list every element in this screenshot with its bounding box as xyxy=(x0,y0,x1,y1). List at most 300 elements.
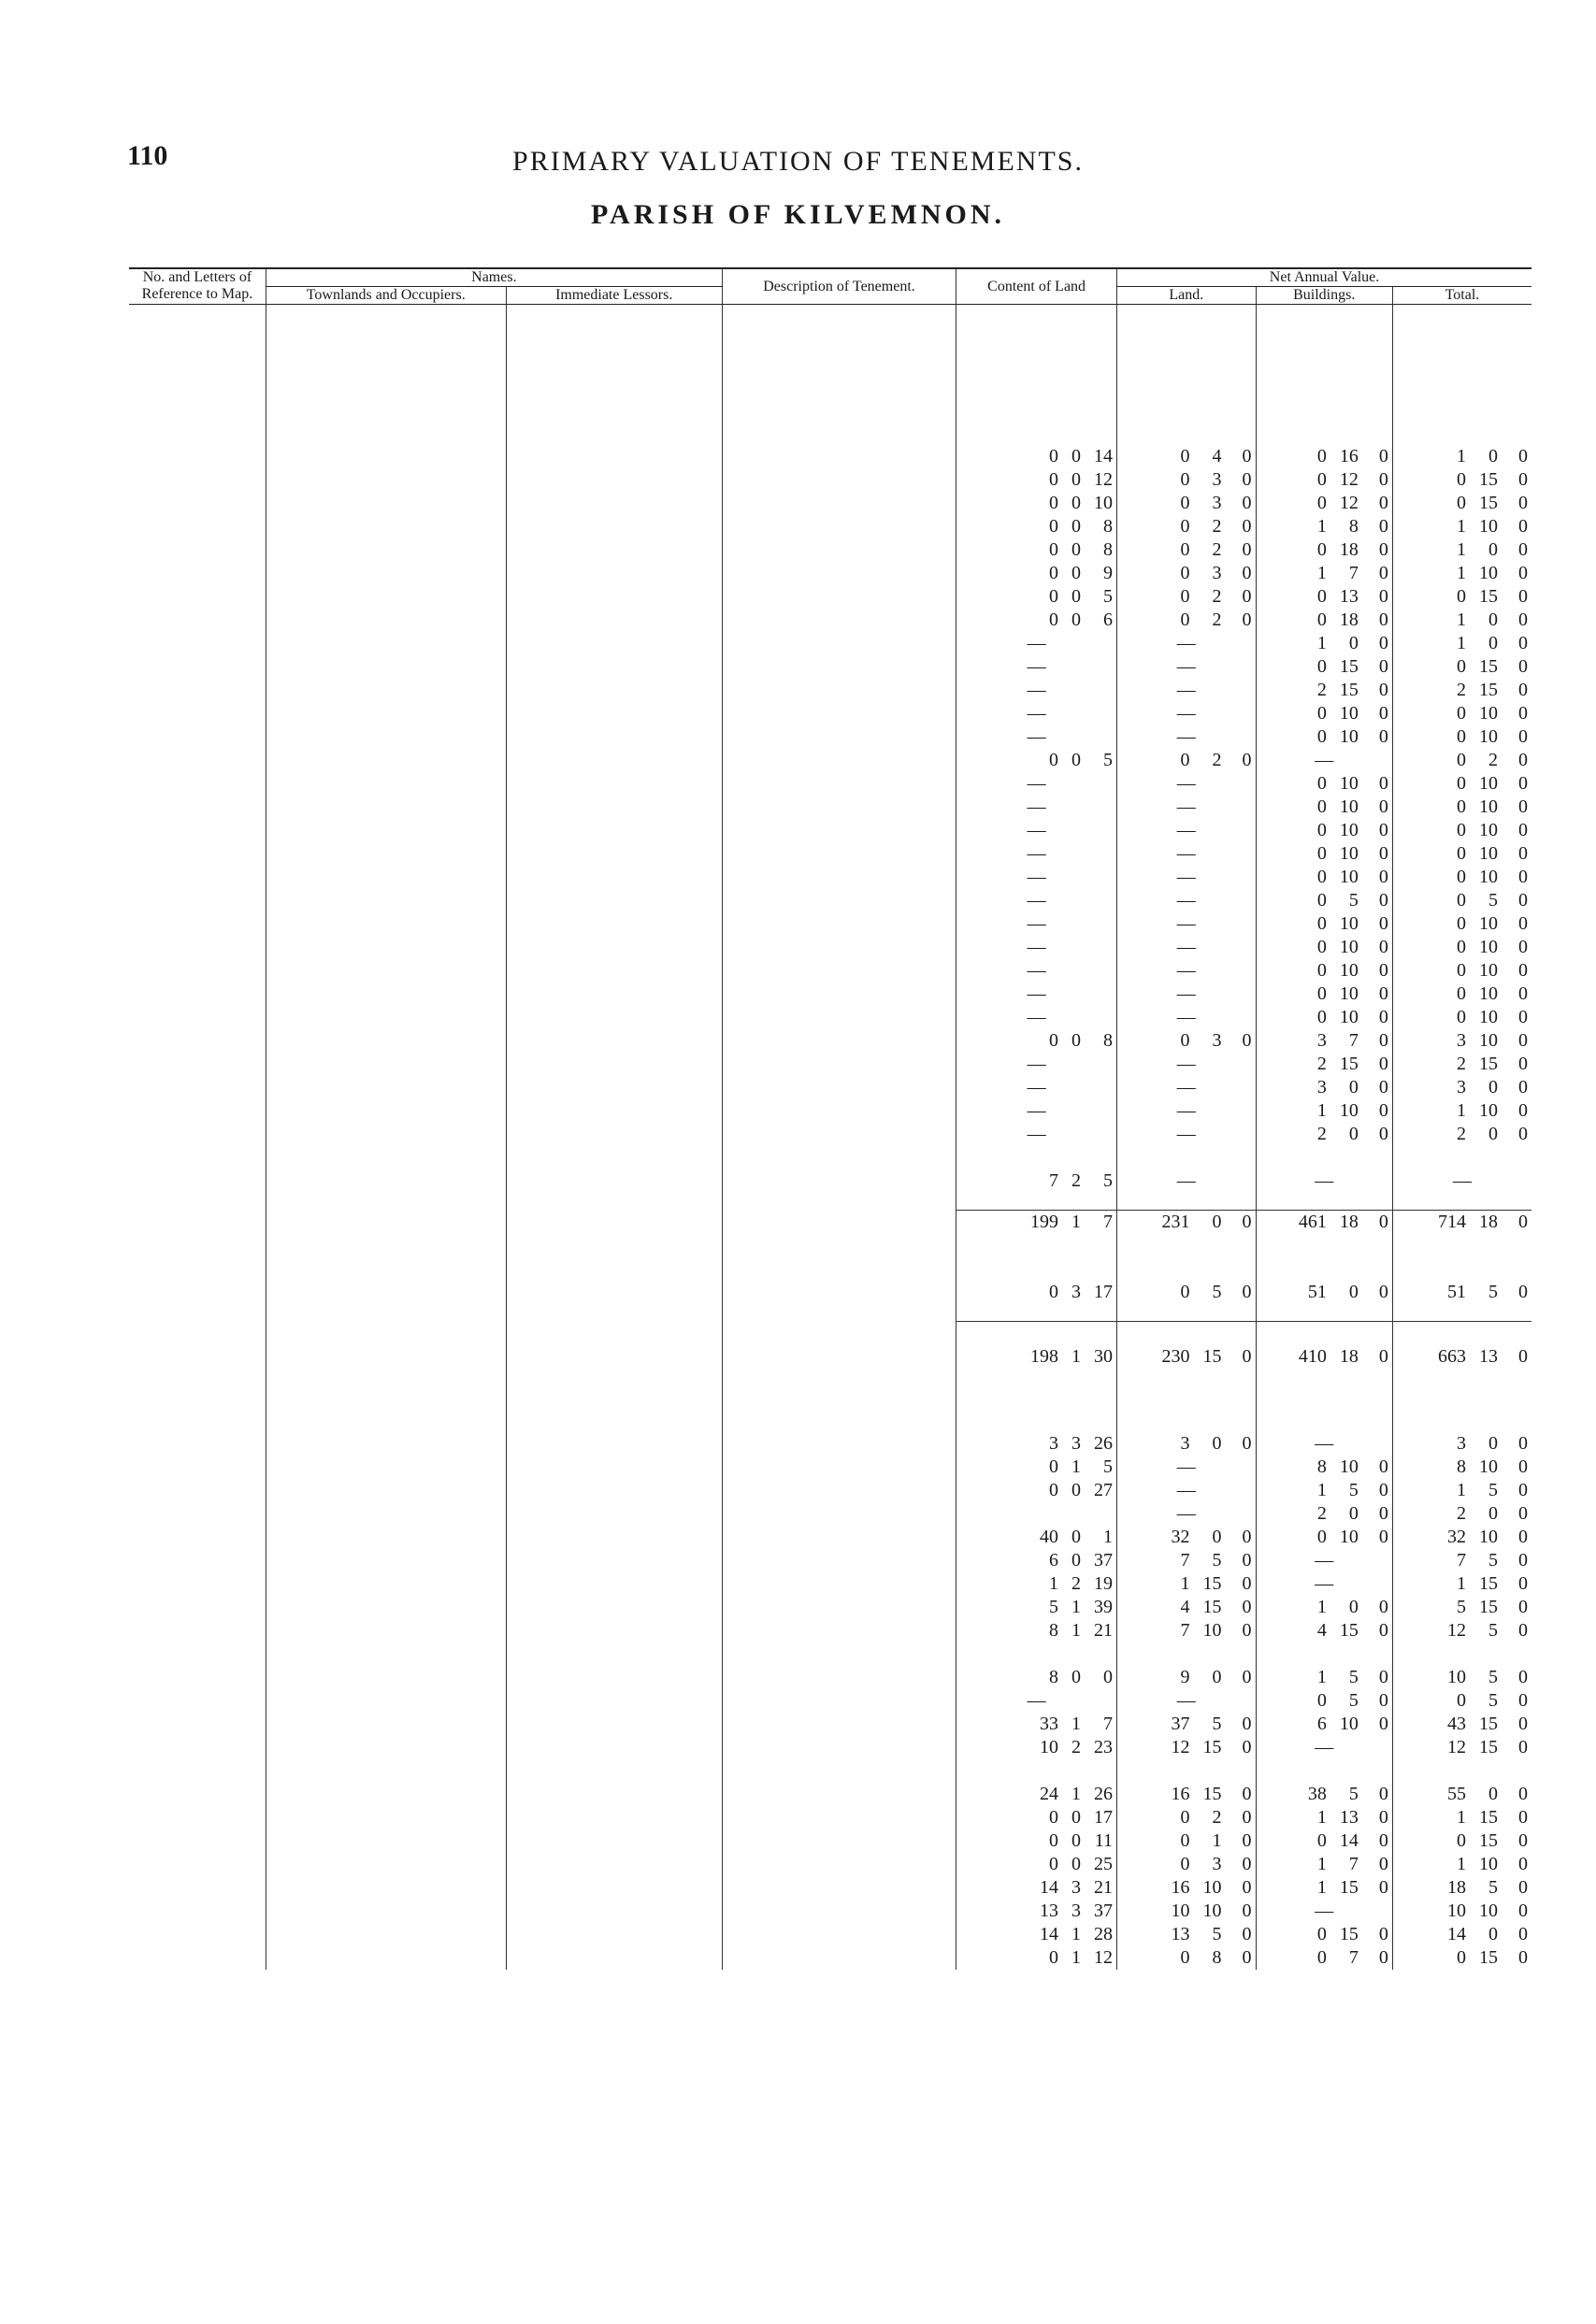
total-cell-part: 10 xyxy=(1479,1030,1498,1051)
content-cell xyxy=(956,1409,1117,1432)
land-cell xyxy=(1117,422,1257,445)
land-cell-part: 0 xyxy=(1242,1924,1252,1944)
content-cell xyxy=(956,866,1117,889)
total-cell-part: 0 xyxy=(1518,1901,1528,1921)
section-heading xyxy=(266,1385,506,1409)
land-cell-part: 1 xyxy=(1180,1573,1190,1594)
buildings-cell-dash: — xyxy=(1315,1573,1334,1594)
land-cell-part: 37 xyxy=(1171,1714,1190,1734)
total-row xyxy=(129,1211,1531,1235)
content-cell-part: 0 xyxy=(1071,446,1082,466)
buildings-cell-part: 0 xyxy=(1348,1077,1359,1097)
content-cell-part: 0 xyxy=(1071,1667,1082,1687)
table-row xyxy=(129,1006,1531,1029)
buildings-cell-part: 0 xyxy=(1316,446,1327,466)
table-row xyxy=(129,1099,1531,1123)
land-cell-dash: — xyxy=(1176,960,1196,981)
total-cell-part: 0 xyxy=(1518,937,1528,957)
buildings-cell-part: 0 xyxy=(1378,983,1388,1004)
lessor-cell xyxy=(506,889,722,912)
land-cell xyxy=(1117,983,1257,1006)
ref-cell xyxy=(129,328,266,351)
lessor-cell xyxy=(506,422,722,445)
land-cell xyxy=(1117,1234,1257,1257)
total-cell-part: 5 xyxy=(1488,1620,1498,1641)
occupier-cell xyxy=(266,1829,506,1853)
buildings-cell xyxy=(1256,1169,1392,1193)
occupier-cell xyxy=(266,1596,506,1619)
content-cell xyxy=(956,1029,1117,1053)
table-row xyxy=(129,772,1531,796)
occupier-cell xyxy=(266,1643,506,1666)
land-cell-dash: — xyxy=(1176,703,1196,724)
land-cell-part: 10 xyxy=(1202,1877,1222,1898)
table-row xyxy=(129,1829,1531,1853)
total-cell-part: 0 xyxy=(1518,960,1528,981)
content-cell-part: 0 xyxy=(1071,563,1082,583)
land-cell xyxy=(1117,842,1257,866)
total-cell-part: 15 xyxy=(1479,1830,1498,1851)
total-cell-part: 5 xyxy=(1488,1282,1498,1302)
buildings-cell-part: 10 xyxy=(1339,843,1359,864)
land-cell xyxy=(1117,889,1257,912)
lessor-cell xyxy=(506,1549,722,1572)
land-cell xyxy=(1117,1193,1257,1211)
lessor-cell xyxy=(506,842,722,866)
description-cell xyxy=(722,796,956,819)
content-cell-part: 28 xyxy=(1094,1924,1114,1944)
occupier-cell xyxy=(266,702,506,725)
table-row xyxy=(129,936,1531,959)
total-cell xyxy=(1392,772,1531,796)
land-cell xyxy=(1117,1736,1257,1759)
buildings-cell-part: 1 xyxy=(1316,1597,1327,1617)
occupier-cell xyxy=(266,1322,506,1346)
table-row xyxy=(129,585,1531,609)
buildings-cell xyxy=(1256,1304,1392,1322)
occupier-cell xyxy=(266,1369,506,1385)
land-cell-part: 231 xyxy=(1161,1212,1190,1232)
lessor-cell xyxy=(506,1322,722,1346)
ref-cell xyxy=(129,609,266,632)
buildings-cell xyxy=(1256,1666,1392,1689)
buildings-cell-dash: — xyxy=(1315,1170,1334,1191)
buildings-cell-part: 0 xyxy=(1378,1100,1388,1121)
content-cell-part: 5 xyxy=(1049,1597,1059,1617)
total-cell-part: 0 xyxy=(1518,586,1528,607)
description-cell xyxy=(722,1549,956,1572)
total-cell-part: 663 xyxy=(1438,1346,1466,1367)
content-cell xyxy=(956,796,1117,819)
description-cell xyxy=(722,562,956,585)
total-cell xyxy=(1392,1456,1531,1479)
occupier-cell xyxy=(266,1076,506,1099)
buildings-cell-part: 0 xyxy=(1316,1947,1327,1968)
total-cell-part: 0 xyxy=(1457,469,1466,490)
buildings-cell-part: 0 xyxy=(1316,1527,1327,1547)
land-cell-part: 0 xyxy=(1180,1830,1190,1851)
occupier-cell xyxy=(266,1234,506,1257)
total-cell-part: 0 xyxy=(1488,1433,1498,1454)
occupier-cell xyxy=(266,866,506,889)
land-cell-part: 0 xyxy=(1242,1433,1252,1454)
description-cell xyxy=(722,1829,956,1853)
lessor-cell xyxy=(506,1281,722,1304)
occupier-cell xyxy=(266,609,506,632)
total-cell xyxy=(1392,1946,1531,1970)
content-cell-part: 0 xyxy=(1071,1807,1082,1828)
ref-cell xyxy=(129,1619,266,1643)
content-cell-part: 21 xyxy=(1094,1877,1114,1898)
total-cell-part: 0 xyxy=(1518,1007,1528,1027)
total-cell xyxy=(1392,422,1531,445)
content-cell xyxy=(956,328,1117,351)
buildings-cell-part: 2 xyxy=(1316,1124,1327,1144)
occupier-cell xyxy=(266,562,506,585)
content-cell-dash: — xyxy=(1027,796,1046,817)
content-cell-part: 19 xyxy=(1094,1573,1114,1594)
description-cell xyxy=(722,1234,956,1257)
land-cell-part: 4 xyxy=(1212,446,1222,466)
content-cell xyxy=(956,609,1117,632)
ref-cell xyxy=(129,305,266,329)
land-cell-part: 0 xyxy=(1242,750,1252,770)
buildings-cell-part: 15 xyxy=(1339,1877,1359,1898)
total-cell-part: 1 xyxy=(1457,1854,1466,1874)
buildings-cell xyxy=(1256,1409,1392,1432)
lessor-cell xyxy=(506,1409,722,1432)
land-cell-part: 13 xyxy=(1171,1924,1190,1944)
total-cell xyxy=(1392,842,1531,866)
total-cell xyxy=(1392,1369,1531,1385)
total-cell xyxy=(1392,1076,1531,1099)
total-cell-part: 0 xyxy=(1488,539,1498,560)
table-row xyxy=(129,1432,1531,1456)
total-cell-part: 0 xyxy=(1457,820,1466,840)
land-cell-dash: — xyxy=(1176,890,1196,911)
total-label xyxy=(722,1345,956,1369)
buildings-cell-part: 4 xyxy=(1316,1620,1327,1641)
land-cell xyxy=(1117,1211,1257,1235)
occupier-cell xyxy=(266,1689,506,1713)
total-cell xyxy=(1392,1736,1531,1759)
buildings-cell xyxy=(1256,1322,1392,1346)
content-cell xyxy=(956,1193,1117,1211)
total-cell xyxy=(1392,1783,1531,1806)
total-cell-part: 10 xyxy=(1479,516,1498,537)
content-cell xyxy=(956,1736,1117,1759)
buildings-cell-part: 0 xyxy=(1348,1597,1359,1617)
description-cell xyxy=(722,1900,956,1923)
buildings-cell xyxy=(1256,1479,1392,1502)
description-cell xyxy=(722,1193,956,1211)
description-cell xyxy=(722,1029,956,1053)
buildings-cell xyxy=(1256,328,1392,351)
occupier-cell xyxy=(266,679,506,702)
total-cell-part: 0 xyxy=(1488,1503,1498,1524)
ref-cell xyxy=(129,1076,266,1099)
ref-cell xyxy=(129,1596,266,1619)
content-cell-part: 3 xyxy=(1049,1433,1059,1454)
total-cell-part: 1 xyxy=(1457,1480,1466,1500)
land-cell-dash: — xyxy=(1176,1480,1196,1500)
total-cell-part: 0 xyxy=(1457,937,1466,957)
total-cell xyxy=(1392,1479,1531,1502)
ref-cell xyxy=(129,1923,266,1946)
occupier-cell xyxy=(266,1169,506,1193)
content-cell-dash: — xyxy=(1027,960,1046,981)
total-cell-part: 0 xyxy=(1457,796,1466,817)
table-row xyxy=(129,1281,1531,1304)
buildings-cell-part: 18 xyxy=(1339,1346,1359,1367)
total-cell-part: 15 xyxy=(1479,680,1498,700)
content-cell-part: 7 xyxy=(1103,1212,1114,1232)
content-cell-part: 8 xyxy=(1103,1030,1114,1051)
buildings-cell-part: 10 xyxy=(1339,983,1359,1004)
total-cell xyxy=(1392,1281,1531,1304)
table-row xyxy=(129,1053,1531,1076)
total-cell-part: 0 xyxy=(1488,446,1498,466)
buildings-cell xyxy=(1256,1736,1392,1759)
total-cell-part: 13 xyxy=(1479,1346,1498,1367)
content-cell-part: 199 xyxy=(1030,1212,1059,1232)
land-cell xyxy=(1117,1643,1257,1666)
description-cell xyxy=(722,1479,956,1502)
content-cell-part: 5 xyxy=(1103,1456,1114,1477)
land-cell xyxy=(1117,1689,1257,1713)
buildings-cell-part: 0 xyxy=(1378,1054,1388,1074)
content-cell xyxy=(956,1806,1117,1829)
land-cell-part: 32 xyxy=(1171,1527,1190,1547)
content-cell xyxy=(956,959,1117,983)
land-cell-part: 0 xyxy=(1242,1212,1252,1232)
occupier-cell xyxy=(266,538,506,562)
content-cell xyxy=(956,1759,1117,1783)
land-cell-part: 0 xyxy=(1212,1527,1222,1547)
land-cell xyxy=(1117,562,1257,585)
total-cell xyxy=(1392,1099,1531,1123)
land-cell-part: 16 xyxy=(1171,1784,1190,1804)
land-cell xyxy=(1117,1619,1257,1643)
section-heading-row xyxy=(129,328,1531,351)
land-cell xyxy=(1117,1006,1257,1029)
description-cell xyxy=(722,1713,956,1736)
total-cell-part: 0 xyxy=(1518,773,1528,794)
description-cell xyxy=(722,1759,956,1783)
total-cell-part: 0 xyxy=(1518,610,1528,630)
total-cell xyxy=(1392,351,1531,375)
land-cell-part: 0 xyxy=(1242,1282,1252,1302)
buildings-cell-part: 0 xyxy=(1378,796,1388,817)
lessor-cell xyxy=(506,1946,722,1970)
lessor-cell xyxy=(506,562,722,585)
content-cell-part: 0 xyxy=(1071,1854,1082,1874)
total-cell-part: 0 xyxy=(1518,1690,1528,1711)
buildings-cell-part: 0 xyxy=(1378,1714,1388,1734)
content-cell-dash: — xyxy=(1027,820,1046,840)
total-cell-part: 0 xyxy=(1457,1947,1466,1968)
ref-cell xyxy=(129,1853,266,1876)
buildings-cell-part: 10 xyxy=(1339,1100,1359,1121)
total-cell xyxy=(1392,679,1531,702)
total-cell-part: 0 xyxy=(1518,1503,1528,1524)
table-row xyxy=(129,1502,1531,1526)
total-cell-part: 0 xyxy=(1457,703,1466,724)
description-cell xyxy=(722,492,956,515)
buildings-cell-part: 5 xyxy=(1348,1690,1359,1711)
buildings-cell-part: 7 xyxy=(1348,1947,1359,1968)
description-cell xyxy=(722,1689,956,1713)
total-cell-part: 0 xyxy=(1488,1924,1498,1944)
content-cell-part: 14 xyxy=(1094,446,1114,466)
total-cell xyxy=(1392,749,1531,772)
ref-header: No. and Letters of Reference to Map. xyxy=(129,268,266,305)
total-cell-part: 10 xyxy=(1479,937,1498,957)
ref-cell xyxy=(129,912,266,936)
total-cell-part: 0 xyxy=(1518,446,1528,466)
land-cell xyxy=(1117,796,1257,819)
total-cell-part: 0 xyxy=(1457,983,1466,1004)
land-cell-dash: — xyxy=(1176,1456,1196,1477)
total-cell-part: 0 xyxy=(1518,1714,1528,1734)
content-cell-part: 8 xyxy=(1049,1620,1059,1641)
buildings-cell xyxy=(1256,585,1392,609)
buildings-cell-part: 0 xyxy=(1316,1690,1327,1711)
section-heading xyxy=(266,1409,506,1432)
occupier-cell xyxy=(266,1193,506,1211)
content-cell-dash: — xyxy=(1027,633,1046,653)
land-cell xyxy=(1117,1502,1257,1526)
content-cell-part: 0 xyxy=(1071,586,1082,607)
content-cell xyxy=(956,655,1117,679)
total-cell-part: 0 xyxy=(1518,750,1528,770)
ref-cell xyxy=(129,749,266,772)
buildings-cell-part: 0 xyxy=(1316,493,1327,513)
total-cell-part: 0 xyxy=(1518,1100,1528,1121)
buildings-cell-part: 0 xyxy=(1378,680,1388,700)
table-row xyxy=(129,515,1531,538)
total-cell-part: 0 xyxy=(1457,493,1466,513)
content-cell-dash: — xyxy=(1027,703,1046,724)
land-cell-part: 0 xyxy=(1242,1830,1252,1851)
buildings-cell-part: 0 xyxy=(1316,937,1327,957)
content-cell-part: 23 xyxy=(1094,1737,1114,1757)
content-cell-part: 3 xyxy=(1071,1901,1082,1921)
total-cell xyxy=(1392,936,1531,959)
buildings-cell-part: 10 xyxy=(1339,1007,1359,1027)
land-cell xyxy=(1117,1146,1257,1169)
buildings-cell-dash: — xyxy=(1315,750,1334,770)
lessor-cell xyxy=(506,1666,722,1689)
description-cell xyxy=(722,1806,956,1829)
lessor-cell xyxy=(506,655,722,679)
buildings-cell-part: 1 xyxy=(1316,1100,1327,1121)
section-heading-row xyxy=(129,1385,1531,1409)
total-cell-part: 1 xyxy=(1457,1807,1466,1828)
total-cell xyxy=(1392,1432,1531,1456)
occupier-cell xyxy=(266,1146,506,1169)
total-cell-part: 0 xyxy=(1457,1007,1466,1027)
content-cell-part: 0 xyxy=(1049,1854,1059,1874)
content-cell-part: 7 xyxy=(1103,1714,1114,1734)
total-cell-part: 10 xyxy=(1479,796,1498,817)
buildings-cell xyxy=(1256,1369,1392,1385)
occupier-cell xyxy=(266,515,506,538)
section-heading-row xyxy=(129,422,1531,445)
total-cell xyxy=(1392,983,1531,1006)
ref-cell xyxy=(129,1526,266,1549)
land-cell-part: 0 xyxy=(1212,1433,1222,1454)
buildings-cell-part: 1 xyxy=(1316,1807,1327,1828)
content-cell-dash: — xyxy=(1027,937,1046,957)
land-cell xyxy=(1117,632,1257,655)
content-cell xyxy=(956,936,1117,959)
content-cell xyxy=(956,1304,1117,1322)
ref-cell xyxy=(129,398,266,422)
description-cell xyxy=(722,1502,956,1526)
table-row xyxy=(129,1736,1531,1759)
description-cell xyxy=(722,1123,956,1146)
occupier-cell xyxy=(266,632,506,655)
description-cell xyxy=(722,749,956,772)
occupier-cell xyxy=(266,912,506,936)
total-cell-part: 0 xyxy=(1518,820,1528,840)
description-cell xyxy=(722,1619,956,1643)
total-cell xyxy=(1392,398,1531,422)
lessor-cell xyxy=(506,538,722,562)
page-number: 110 xyxy=(127,140,168,171)
table-row xyxy=(129,702,1531,725)
total-cell xyxy=(1392,492,1531,515)
content-cell xyxy=(956,422,1117,445)
total-cell-part: 18 xyxy=(1479,1212,1498,1232)
section-heading xyxy=(266,398,506,422)
ref-cell xyxy=(129,1369,266,1385)
total-cell xyxy=(1392,1234,1531,1257)
total-cell-part: 10 xyxy=(1479,773,1498,794)
land-cell xyxy=(1117,1385,1257,1409)
content-cell xyxy=(956,772,1117,796)
total-cell-part: 0 xyxy=(1518,703,1528,724)
buildings-cell xyxy=(1256,1526,1392,1549)
total-cell-part: 0 xyxy=(1488,610,1498,630)
total-cell-part: 0 xyxy=(1518,796,1528,817)
buildings-cell xyxy=(1256,1211,1392,1235)
land-cell-dash: — xyxy=(1176,656,1196,677)
content-cell xyxy=(956,1923,1117,1946)
table-row xyxy=(129,445,1531,468)
buildings-cell-part: 0 xyxy=(1378,843,1388,864)
lessor-cell xyxy=(506,1619,722,1643)
total-cell-part: 5 xyxy=(1488,1550,1498,1571)
content-cell xyxy=(956,749,1117,772)
content-cell xyxy=(956,1479,1117,1502)
lessor-cell xyxy=(506,1304,722,1322)
content-cell-part: 5 xyxy=(1103,750,1114,770)
total-cell-part: 15 xyxy=(1479,656,1498,677)
total-cell xyxy=(1392,1900,1531,1923)
content-cell-part: 0 xyxy=(1049,493,1059,513)
buildings-cell xyxy=(1256,1432,1392,1456)
occupier-cell xyxy=(266,842,506,866)
land-cell-dash: — xyxy=(1176,1503,1196,1524)
buildings-cell-part: 0 xyxy=(1316,656,1327,677)
land-cell xyxy=(1117,1281,1257,1304)
buildings-cell-part: 5 xyxy=(1348,1667,1359,1687)
buildings-cell-part: 0 xyxy=(1378,1077,1388,1097)
land-cell-dash: — xyxy=(1176,633,1196,653)
content-cell-part: 1 xyxy=(1071,1924,1082,1944)
